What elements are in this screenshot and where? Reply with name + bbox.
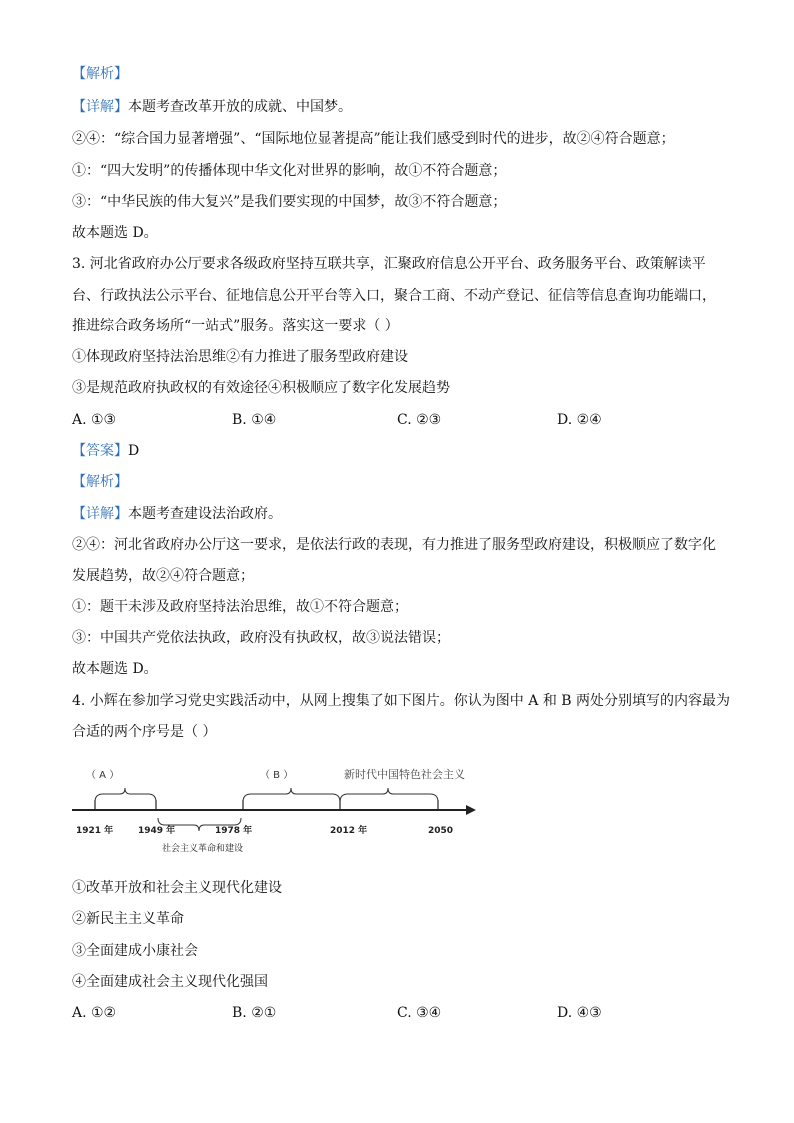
q3-explanation-line-1: ②④：河北省政府办公厅这一要求，是依法行政的表现，有力推进了服务型政府建设，积极顺应了数字化 [72,537,716,553]
analysis-tag: 【解析】 [72,66,128,82]
q3-explanation-line-4: ③：中国共产党依法执政，政府没有执政权，故③说法错误； [72,630,450,646]
q4-option-a: A. ①② [72,1005,117,1021]
explanation-line-1: ②④：“综合国力显著增强”、“国际地位显著提高”能让我们感受到时代的进步，故②④符合题意； [72,131,675,147]
label-new-era: 新时代中国特色社会主义 [344,768,465,781]
q4-stem-line-2: 合适的两个序号是（ ） [72,724,217,740]
q3-option-d: D. ②④ [557,412,602,428]
q4-option-c: C. ③④ [397,1005,442,1021]
q3-option-a: A. ①③ [72,412,117,428]
conclusion-line: 故本题选 D。 [72,225,158,241]
q3-answer-line [72,441,139,461]
label-socialist: 社会主义革命和建设 [162,844,244,854]
q4-item-4: ④全面建成社会主义现代化强国 [72,974,268,990]
q4-item-2: ②新民主主义革命 [72,911,184,927]
answer-value: D [128,443,140,459]
timeline-arrowhead [466,805,476,815]
q3-detail-line [72,504,282,524]
q3-statement-line-1: ①体现政府坚持法治思维②有力推进了服务型政府建设 [72,349,408,365]
year-1921: 1921 年 [76,826,114,836]
answer-tag: 【答案】 [72,443,128,459]
brace-new-era [340,788,438,802]
q4-stem-line-1: 4. 小辉在参加学习党史实践活动中，从网上搜集了如下图片。你认为图中 A 和 B 两处分别填写的内容最为 [72,693,731,709]
q4-option-b: B. ②① [232,1005,277,1021]
q3-explanation-line-3: ①：题干未涉及政府坚持法治思维，故①不符合题意； [72,599,408,615]
q3-explanation-line-2: 发展趋势，故②④符合题意； [72,568,254,584]
history-timeline-diagram [68,760,488,860]
q3-stem-line-3: 推进综合政务场所“一站式”服务。落实这一要求（ ） [72,318,399,334]
q3-stem-line-2: 台、行政执法公示平台、征地信息公开平台等入口，聚合工商、不动产登记、征信等信息查询功能端口， [72,288,716,304]
detail-text: 本题考查改革开放的成就、中国梦。 [128,99,352,115]
q4-item-1: ①改革开放和社会主义现代化建设 [72,880,282,896]
q4-option-d: D. ④③ [557,1005,602,1021]
q3-option-b: B. ①④ [232,412,277,428]
year-2050: 2050 [428,826,454,836]
q3-detail-tag: 【详解】 [72,506,128,522]
detail-line [72,97,352,117]
q3-analysis-tag: 【解析】 [72,474,128,490]
q3-conclusion-line: 故本题选 D。 [72,661,158,677]
q3-stem-line-1: 3. 河北省政府办公厅要求各级政府坚持互联共享，汇聚政府信息公开平台、政务服务平台、政策解读平 [72,256,706,272]
detail-tag: 【详解】 [72,99,128,115]
year-1978: 1978 年 [215,826,253,836]
brace-b [243,788,340,802]
q4-item-3: ③全面建成小康社会 [72,943,198,959]
q3-option-c: C. ②③ [397,412,442,428]
explanation-line-2: ①：“四大发明”的传播体现中华文化对世界的影响，故①不符合题意； [72,163,507,179]
explanation-line-3: ③：“中华民族的伟大复兴”是我们要实现的中国梦，故③不符合题意； [72,194,507,210]
q3-detail-text: 本题考查建设法治政府。 [128,506,282,522]
brace-a [95,788,156,802]
q3-statement-line-2: ③是规范政府执政权的有效途径④积极顺应了数字化发展趋势 [72,380,450,396]
label-b: （ B ） [260,770,294,781]
year-2012: 2012 年 [330,826,368,836]
year-1949: 1949 年 [138,826,176,836]
label-a: （ A ） [86,770,120,781]
